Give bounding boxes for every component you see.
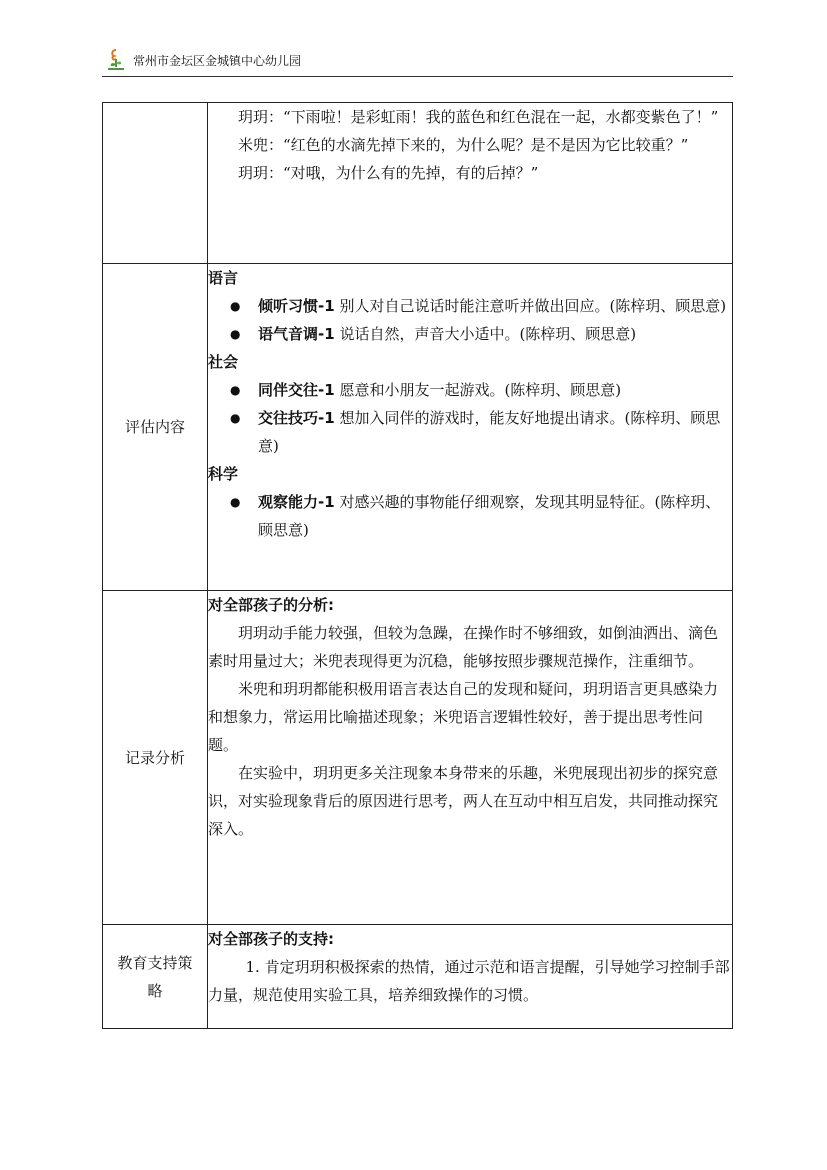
item-key: 同伴交往-1 [258, 381, 335, 399]
bullet-icon: ● [230, 383, 241, 397]
item-key: 交往技巧-1 [258, 409, 335, 427]
assessment-group-title: 社会 [208, 353, 239, 371]
dialogue-label-cell [103, 103, 208, 264]
assessment-list [208, 488, 732, 544]
dialogue-line: 玥玥：“下雨啦！是彩虹雨！我的蓝色和红色混在一起，水都变紫色了！” [238, 108, 719, 126]
support-label-line: 教育支持策 [117, 953, 193, 972]
item-text: 别人对自己说话时能注意听并做出回应。(陈梓玥、顾思意) [334, 297, 727, 315]
item-text: 说话自然，声音大小适中。(陈梓玥、顾思意) [334, 325, 637, 343]
analysis-paragraph: 在实验中，玥玥更多关注现象本身带来的乐趣，米兜展现出初步的探究意识，对实验现象背后的原因进行思考，两人在互动中相互启发，共同推动探究深入。 [208, 764, 719, 838]
assessment-item [208, 320, 732, 348]
dialogue-line: 米兜：“红色的水滴先掉下来的，为什么呢？是不是因为它比较重？” [238, 136, 689, 154]
observation-table [102, 102, 733, 1029]
assessment-list [208, 292, 732, 348]
item-key: 倾听习惯-1 [258, 297, 335, 315]
assessment-row [103, 264, 733, 591]
assessment-group-title: 语言 [208, 269, 239, 287]
analysis-heading: 对全部孩子的分析: [208, 596, 334, 614]
assessment-group-title: 科学 [208, 465, 239, 483]
support-row [103, 925, 733, 1029]
support-heading: 对全部孩子的支持: [208, 930, 334, 948]
item-text: 愿意和小朋友一起游戏。(陈梓玥、顾思意) [334, 381, 622, 399]
item-key: 观察能力-1 [258, 493, 335, 511]
assessment-label: 评估内容 [103, 264, 208, 591]
assessment-item [208, 488, 732, 544]
dialogue-line: 玥玥：“对哦，为什么有的先掉，有的后掉？” [238, 164, 539, 182]
assessment-item [208, 376, 732, 404]
assessment-list [208, 376, 732, 460]
analysis-paragraph: 米兜和玥玥都能积极用语言表达自己的发现和疑问，玥玥语言更具感染力和想象力，常运用比喻描述现象；米兜语言逻辑性较好，善于提出思考性问题。 [208, 680, 719, 754]
analysis-label: 记录分析 [103, 591, 208, 925]
bullet-icon: ● [230, 299, 241, 313]
assessment-item [208, 292, 732, 320]
bullet-icon: ● [230, 411, 241, 425]
dialogue-row [103, 103, 733, 264]
item-text: 对感兴趣的事物能仔细观察，发现其明显特征。(陈梓玥、顾思意) [258, 493, 721, 539]
school-name: 常州市金坛区金城镇中心幼儿园 [133, 54, 302, 68]
analysis-row [103, 591, 733, 925]
page-header [102, 44, 733, 77]
dialogue-content-cell [208, 103, 733, 264]
analysis-paragraph: 玥玥动手能力较强，但较为急躁，在操作时不够细致，如倒油洒出、滴色素时用量过大；米兜表现得更为沉稳，能够按照步骤规范操作，注重细节。 [208, 624, 719, 670]
support-label-line: 略 [147, 981, 163, 1000]
assessment-item [208, 404, 732, 460]
kindergarten-logo-icon [105, 47, 127, 73]
item-key: 语气音调-1 [258, 325, 335, 343]
support-paragraph: 1. 肯定玥玥积极探索的热情，通过示范和语言提醒，引导她学习控制手部力量，规范使用实验工具，培养细致操作的习惯。 [208, 958, 730, 1004]
support-content-cell [208, 925, 733, 1029]
support-label-cell [103, 925, 208, 1029]
bullet-icon: ● [230, 495, 241, 509]
assessment-content-cell [208, 264, 733, 591]
analysis-content-cell [208, 591, 733, 925]
bullet-icon: ● [230, 327, 241, 341]
item-text: 想加入同伴的游戏时，能友好地提出请求。(陈梓玥、顾思意) [258, 409, 721, 455]
